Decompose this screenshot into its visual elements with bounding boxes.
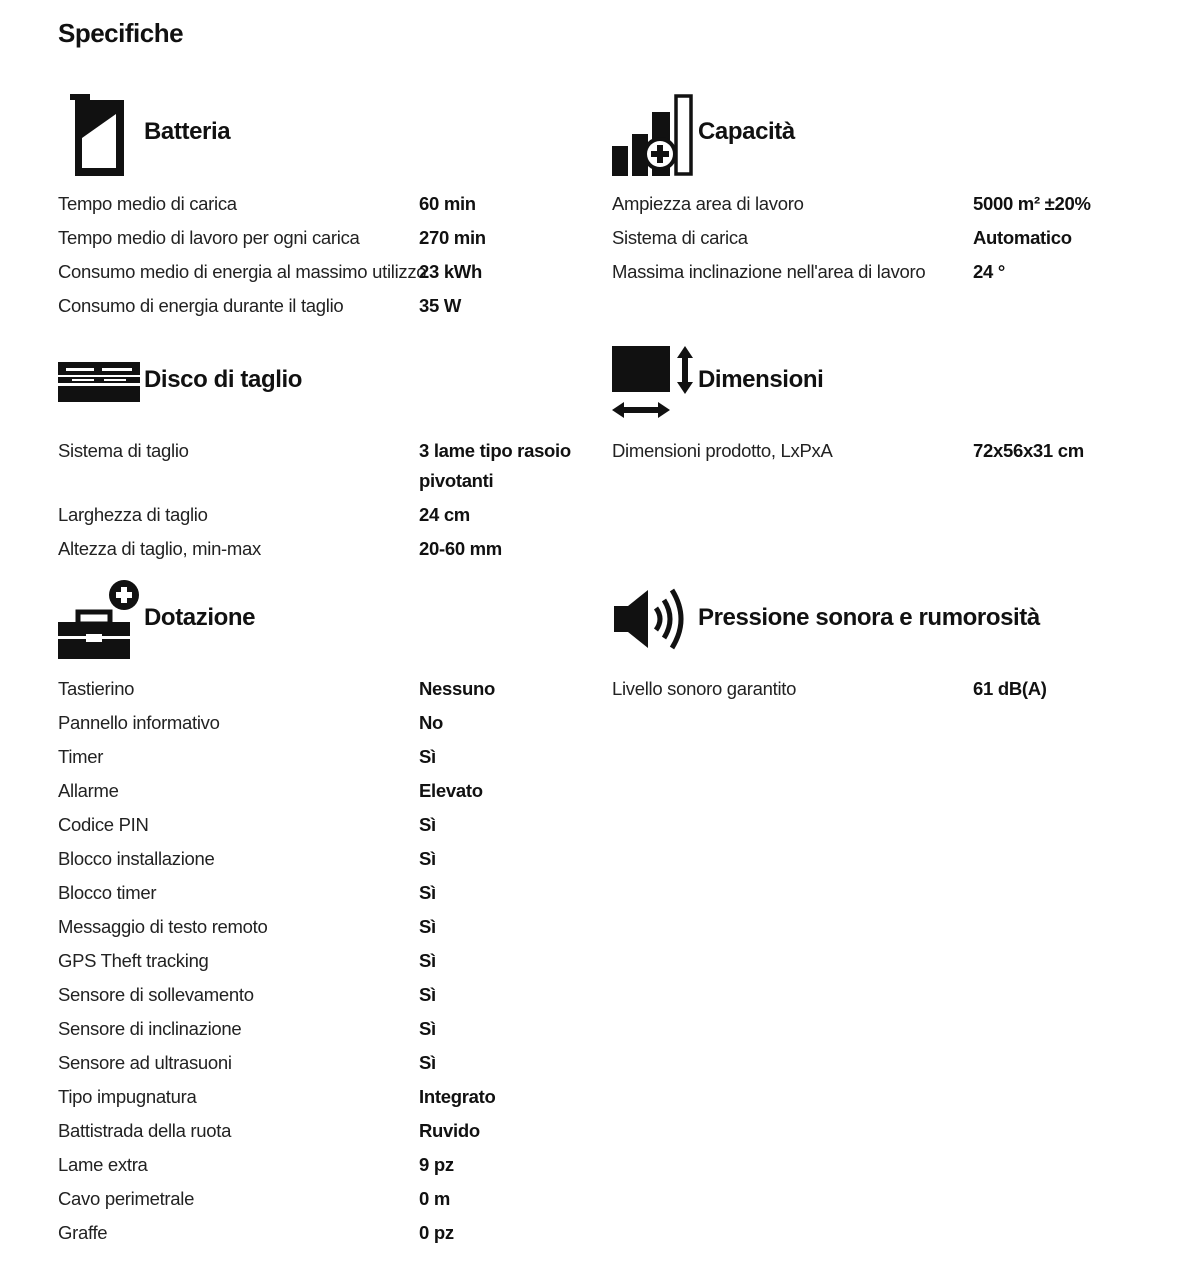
spec-row: [58, 1014, 603, 1044]
spec-value: 60 min: [419, 193, 476, 214]
spec-label: Livello sonoro garantito: [612, 678, 797, 699]
section-batteria: [58, 94, 603, 316]
spec-value: Elevato: [419, 780, 483, 801]
spec-value: Sì: [419, 916, 436, 937]
section-capacita: [612, 94, 1157, 282]
spec-row: [58, 1150, 603, 1180]
spec-value: 23 kWh: [419, 261, 482, 282]
spec-row: [58, 223, 603, 253]
page-title: Specifiche: [58, 18, 184, 48]
spec-value: Ruvido: [419, 1120, 480, 1141]
section-disco: [58, 346, 603, 559]
spec-value: 20-60 mm: [419, 537, 502, 559]
spec-label: Timer: [58, 746, 104, 767]
spec-row: [58, 878, 603, 908]
spec-label: Dimensioni prodotto, LxPxA: [612, 440, 833, 461]
spec-row: [58, 946, 603, 976]
spec-label: Blocco timer: [58, 882, 157, 903]
spec-row: [58, 980, 603, 1010]
cutting-disc-icon: [58, 360, 142, 420]
spec-value: 270 min: [419, 227, 486, 248]
spec-row: [58, 776, 603, 806]
spec-label: Battistrada della ruota: [58, 1120, 232, 1141]
spec-value: 9 pz: [419, 1154, 454, 1175]
speaker-icon: [612, 582, 696, 666]
spec-value: Sì: [419, 1018, 436, 1039]
spec-label: Blocco installazione: [58, 848, 215, 869]
spec-value: Sì: [419, 984, 436, 1005]
section-pressione: [612, 578, 1157, 699]
section-title-dotazione: Dotazione: [144, 604, 256, 631]
spec-row: [58, 810, 603, 840]
spec-row: [58, 674, 603, 704]
spec-label: Codice PIN: [58, 814, 149, 835]
spec-label: Cavo perimetrale: [58, 1188, 195, 1209]
spec-label: Graffe: [58, 1222, 108, 1243]
spec-label: Sistema di taglio: [58, 440, 189, 461]
spec-row: [58, 291, 603, 321]
battery-icon: [58, 94, 128, 178]
spec-value: 5000 m² ±20%: [973, 193, 1091, 214]
spec-label: Tempo medio di carica: [58, 193, 237, 214]
spec-value: 61 dB(A): [973, 678, 1047, 699]
spec-row: [58, 708, 603, 738]
spec-value: 35 W: [419, 295, 461, 316]
spec-row: [58, 500, 603, 530]
spec-value: Sì: [419, 1052, 436, 1073]
spec-value: 0 pz: [419, 1222, 454, 1243]
spec-row: [58, 1048, 603, 1078]
spec-label: Massima inclinazione nell'area di lavoro: [612, 261, 926, 282]
spec-label: Tempo medio di lavoro per ogni carica: [58, 227, 360, 248]
spec-label: Altezza di taglio, min-max: [58, 537, 261, 559]
spec-label: Messaggio di testo remoto: [58, 916, 268, 937]
section-title-batteria: Batteria: [144, 118, 231, 145]
spec-label: Sistema di carica: [612, 227, 748, 248]
section-title-dimensioni: Dimensioni: [698, 366, 824, 393]
spec-label: Tastierino: [58, 678, 135, 699]
section-title-pressione: Pressione sonora e rumorosità: [698, 604, 1040, 631]
spec-label: Allarme: [58, 780, 119, 801]
dimensions-icon: [612, 346, 696, 420]
spec-value: 24 °: [973, 261, 1005, 282]
spec-value: Sì: [419, 882, 436, 903]
spec-row: [612, 436, 1157, 466]
spec-label: Pannello informativo: [58, 712, 220, 733]
spec-value: Sì: [419, 950, 436, 971]
spec-label: Sensore di inclinazione: [58, 1018, 242, 1039]
spec-row: [58, 257, 603, 287]
toolbox-icon: [58, 578, 142, 662]
section-dimensioni: [612, 346, 1157, 461]
spec-row: [58, 534, 603, 564]
spec-label: Ampiezza area di lavoro: [612, 193, 804, 214]
spec-row: [58, 1218, 603, 1248]
spec-label: Sensore ad ultrasuoni: [58, 1052, 232, 1073]
spec-row: [58, 1116, 603, 1146]
spec-row: [58, 844, 603, 874]
spec-row: [612, 257, 1157, 287]
spec-value: Integrato: [419, 1086, 496, 1107]
spec-row: [58, 189, 603, 219]
spec-row: [58, 912, 603, 942]
spec-row: [58, 436, 603, 495]
spec-value: 24 cm: [419, 503, 470, 525]
spec-row: [612, 189, 1157, 219]
spec-label: Lame extra: [58, 1154, 148, 1175]
spec-value: Automatico: [973, 227, 1072, 248]
spec-label: Tipo impugnatura: [58, 1086, 197, 1107]
spec-value: No: [419, 712, 444, 733]
capacity-icon: [612, 94, 696, 178]
spec-value: 3 lame tipo rasoio pivotanti: [419, 440, 571, 491]
spec-label: Consumo medio di energia al massimo utilizzo: [58, 261, 427, 282]
spec-label: Larghezza di taglio: [58, 503, 208, 525]
spec-row: [612, 223, 1157, 253]
spec-value: Sì: [419, 814, 436, 835]
spec-label: GPS Theft tracking: [58, 950, 209, 971]
spec-value: Sì: [419, 746, 436, 767]
spec-row: [58, 1184, 603, 1214]
spec-row: [58, 1082, 603, 1112]
spec-value: 0 m: [419, 1188, 450, 1209]
spec-label: Sensore di sollevamento: [58, 984, 254, 1005]
spec-value: Sì: [419, 848, 436, 869]
spec-row: [58, 742, 603, 772]
spec-row: [612, 674, 1157, 704]
section-dotazione: [58, 578, 603, 1243]
spec-value: Nessuno: [419, 678, 496, 699]
spec-label: Consumo di energia durante il taglio: [58, 295, 344, 316]
spec-value: 72x56x31 cm: [973, 440, 1084, 461]
section-title-disco: Disco di taglio: [144, 366, 303, 393]
section-title-capacita: Capacità: [698, 118, 795, 145]
